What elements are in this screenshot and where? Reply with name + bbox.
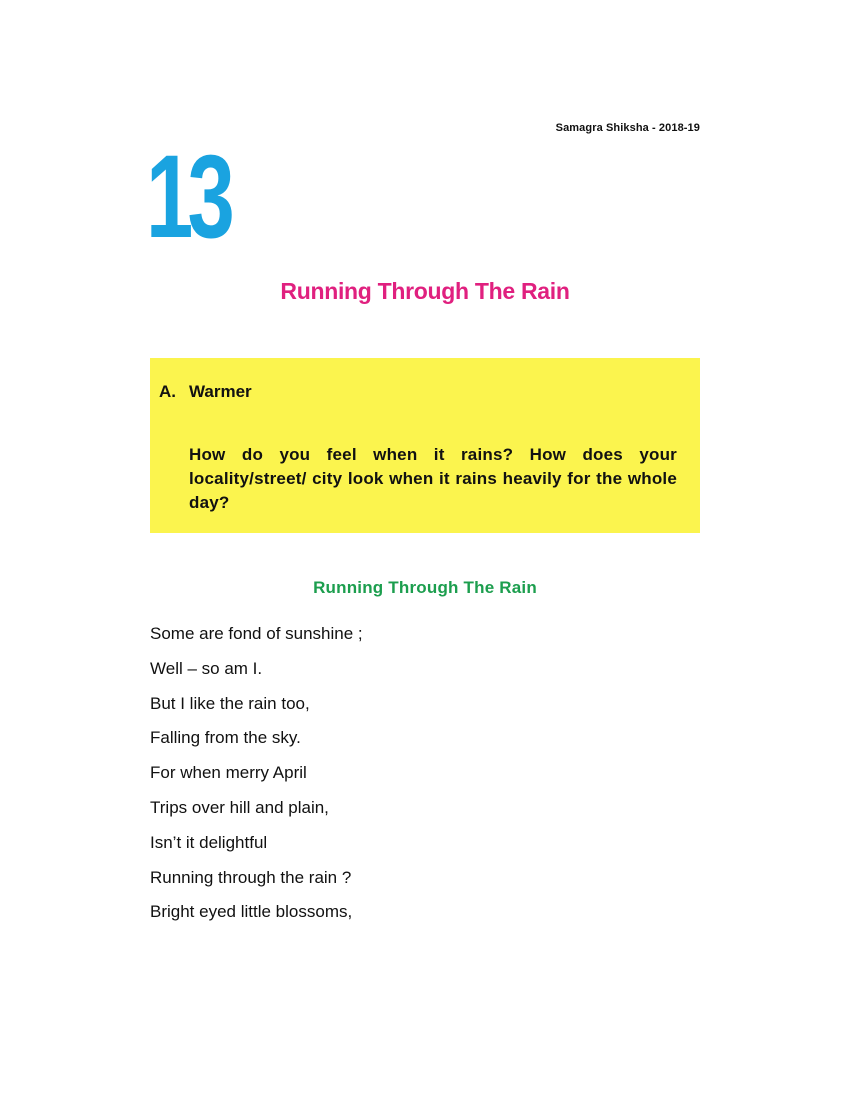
warmer-heading: [159, 382, 252, 402]
warmer-heading-text: Warmer: [189, 382, 252, 401]
poem-line: Trips over hill and plain,: [150, 797, 329, 817]
warmer-box: [150, 358, 700, 533]
poem-line: Some are fond of sunshine ;: [150, 624, 363, 643]
poem-line: Well – so am I.: [150, 658, 263, 678]
poem-lines: [150, 622, 363, 935]
poem-line: Running through the rain ?: [150, 867, 352, 887]
poem-line: Bright eyed little blossoms,: [150, 902, 353, 922]
poem-line: For when merry April: [150, 763, 307, 783]
chapter-number: 13: [146, 131, 229, 263]
poem-line: Isn’t it delightful: [150, 832, 268, 852]
header-note: Samagra Shiksha - 2018-19: [555, 122, 700, 134]
chapter-title: Running Through The Rain: [280, 278, 570, 304]
warmer-letter: A.: [159, 382, 176, 401]
warmer-question: How do you feel when it rains? How does your locality/street/ city look when it rains heavily for the whole day?: [189, 445, 677, 512]
poem-line: But I like the rain too,: [150, 693, 310, 713]
poem-line: Falling from the sky.: [150, 728, 301, 748]
poem-title: Running Through The Rain: [313, 578, 537, 597]
